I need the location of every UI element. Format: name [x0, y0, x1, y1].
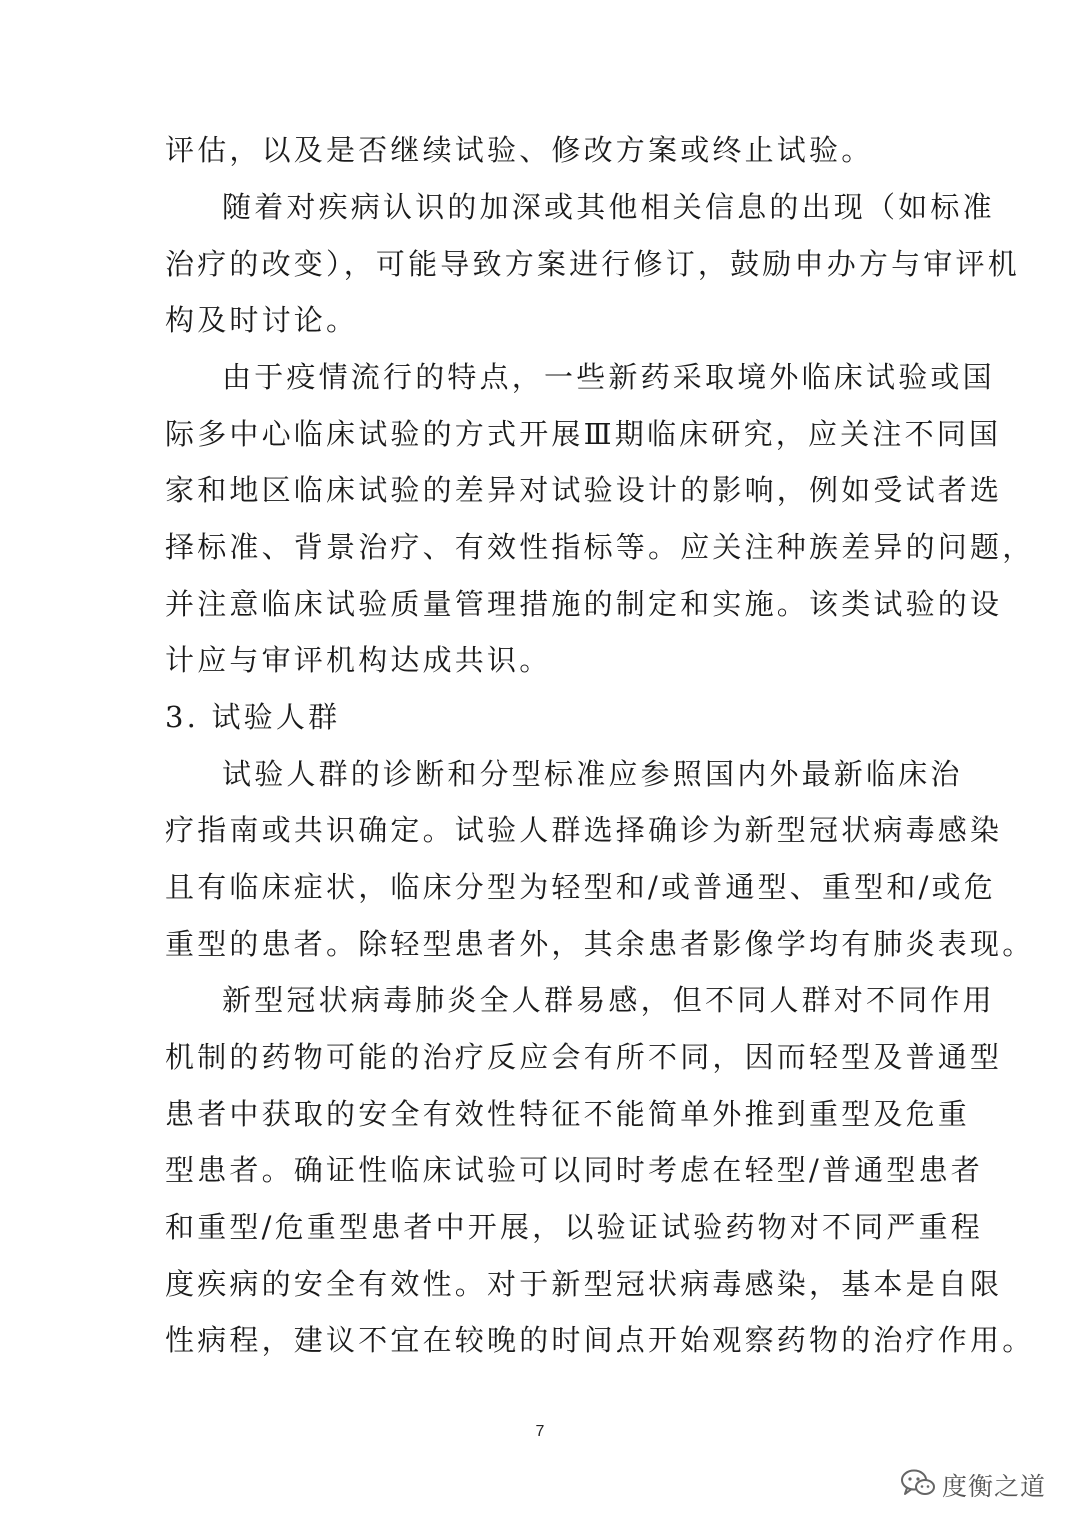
paragraph-line: 并注意临床试验质量管理措施的制定和实施。该类试验的设	[165, 587, 1003, 621]
paragraph-line: 际多中心临床试验的方式开展Ⅲ期临床研究，应关注不同国	[165, 417, 1002, 451]
paragraph-line: 型患者。确证性临床试验可以同时考虑在轻型/普通型患者	[165, 1153, 983, 1187]
watermark-text: 度衡之道	[942, 1472, 1047, 1501]
paragraph-line: 且有临床症状，临床分型为轻型和/或普通型、重型和/或危	[165, 870, 996, 904]
paragraph-line: 计应与审评机构达成共识。	[165, 643, 552, 677]
paragraph-line: 度疾病的安全有效性。对于新型冠状病毒感染，基本是自限	[165, 1267, 1003, 1301]
paragraph-line: 试验人群的诊断和分型标准应参照国内外最新临床治	[222, 757, 963, 791]
wechat-icon	[900, 1468, 936, 1502]
paragraph-line: 患者中获取的安全有效性特征不能简单外推到重型及危重	[165, 1097, 971, 1131]
paragraph-line: 性病程，建议不宜在较晚的时间点开始观察药物的治疗作用。	[165, 1323, 1035, 1357]
paragraph-line: 重型的患者。除轻型患者外，其余患者影像学均有肺炎表现。	[165, 927, 1035, 961]
paragraph-line: 构及时讨论。	[165, 303, 359, 337]
paragraph-line: 治疗的改变），可能导致方案进行修订，鼓励申办方与审评机	[165, 247, 1020, 281]
paragraph-line: 机制的药物可能的治疗反应会有所不同，因而轻型及普通型	[165, 1040, 1003, 1074]
section-heading: 3. 试验人群	[165, 700, 341, 734]
paragraph-line: 由于疫情流行的特点，一些新药采取境外临床试验或国	[222, 360, 995, 394]
paragraph-line: 随着对疾病认识的加深或其他相关信息的出现（如标准	[222, 190, 995, 224]
paragraph-line: 和重型/危重型患者中开展，以验证试验药物对不同严重程	[165, 1210, 983, 1244]
paragraph-line: 评估，以及是否继续试验、修改方案或终止试验。	[165, 133, 874, 167]
paragraph-line: 新型冠状病毒肺炎全人群易感，但不同人群对不同作用	[222, 983, 995, 1017]
page-number: 7	[535, 1423, 545, 1440]
paragraph-line: 家和地区临床试验的差异对试验设计的影响，例如受试者选	[165, 473, 1003, 507]
watermark	[900, 1463, 1046, 1507]
paragraph-line: 择标准、背景治疗、有效性指标等。应关注种族差异的问题，	[165, 530, 1035, 564]
paragraph-line: 疗指南或共识确定。试验人群选择确诊为新型冠状病毒感染	[165, 813, 1003, 847]
